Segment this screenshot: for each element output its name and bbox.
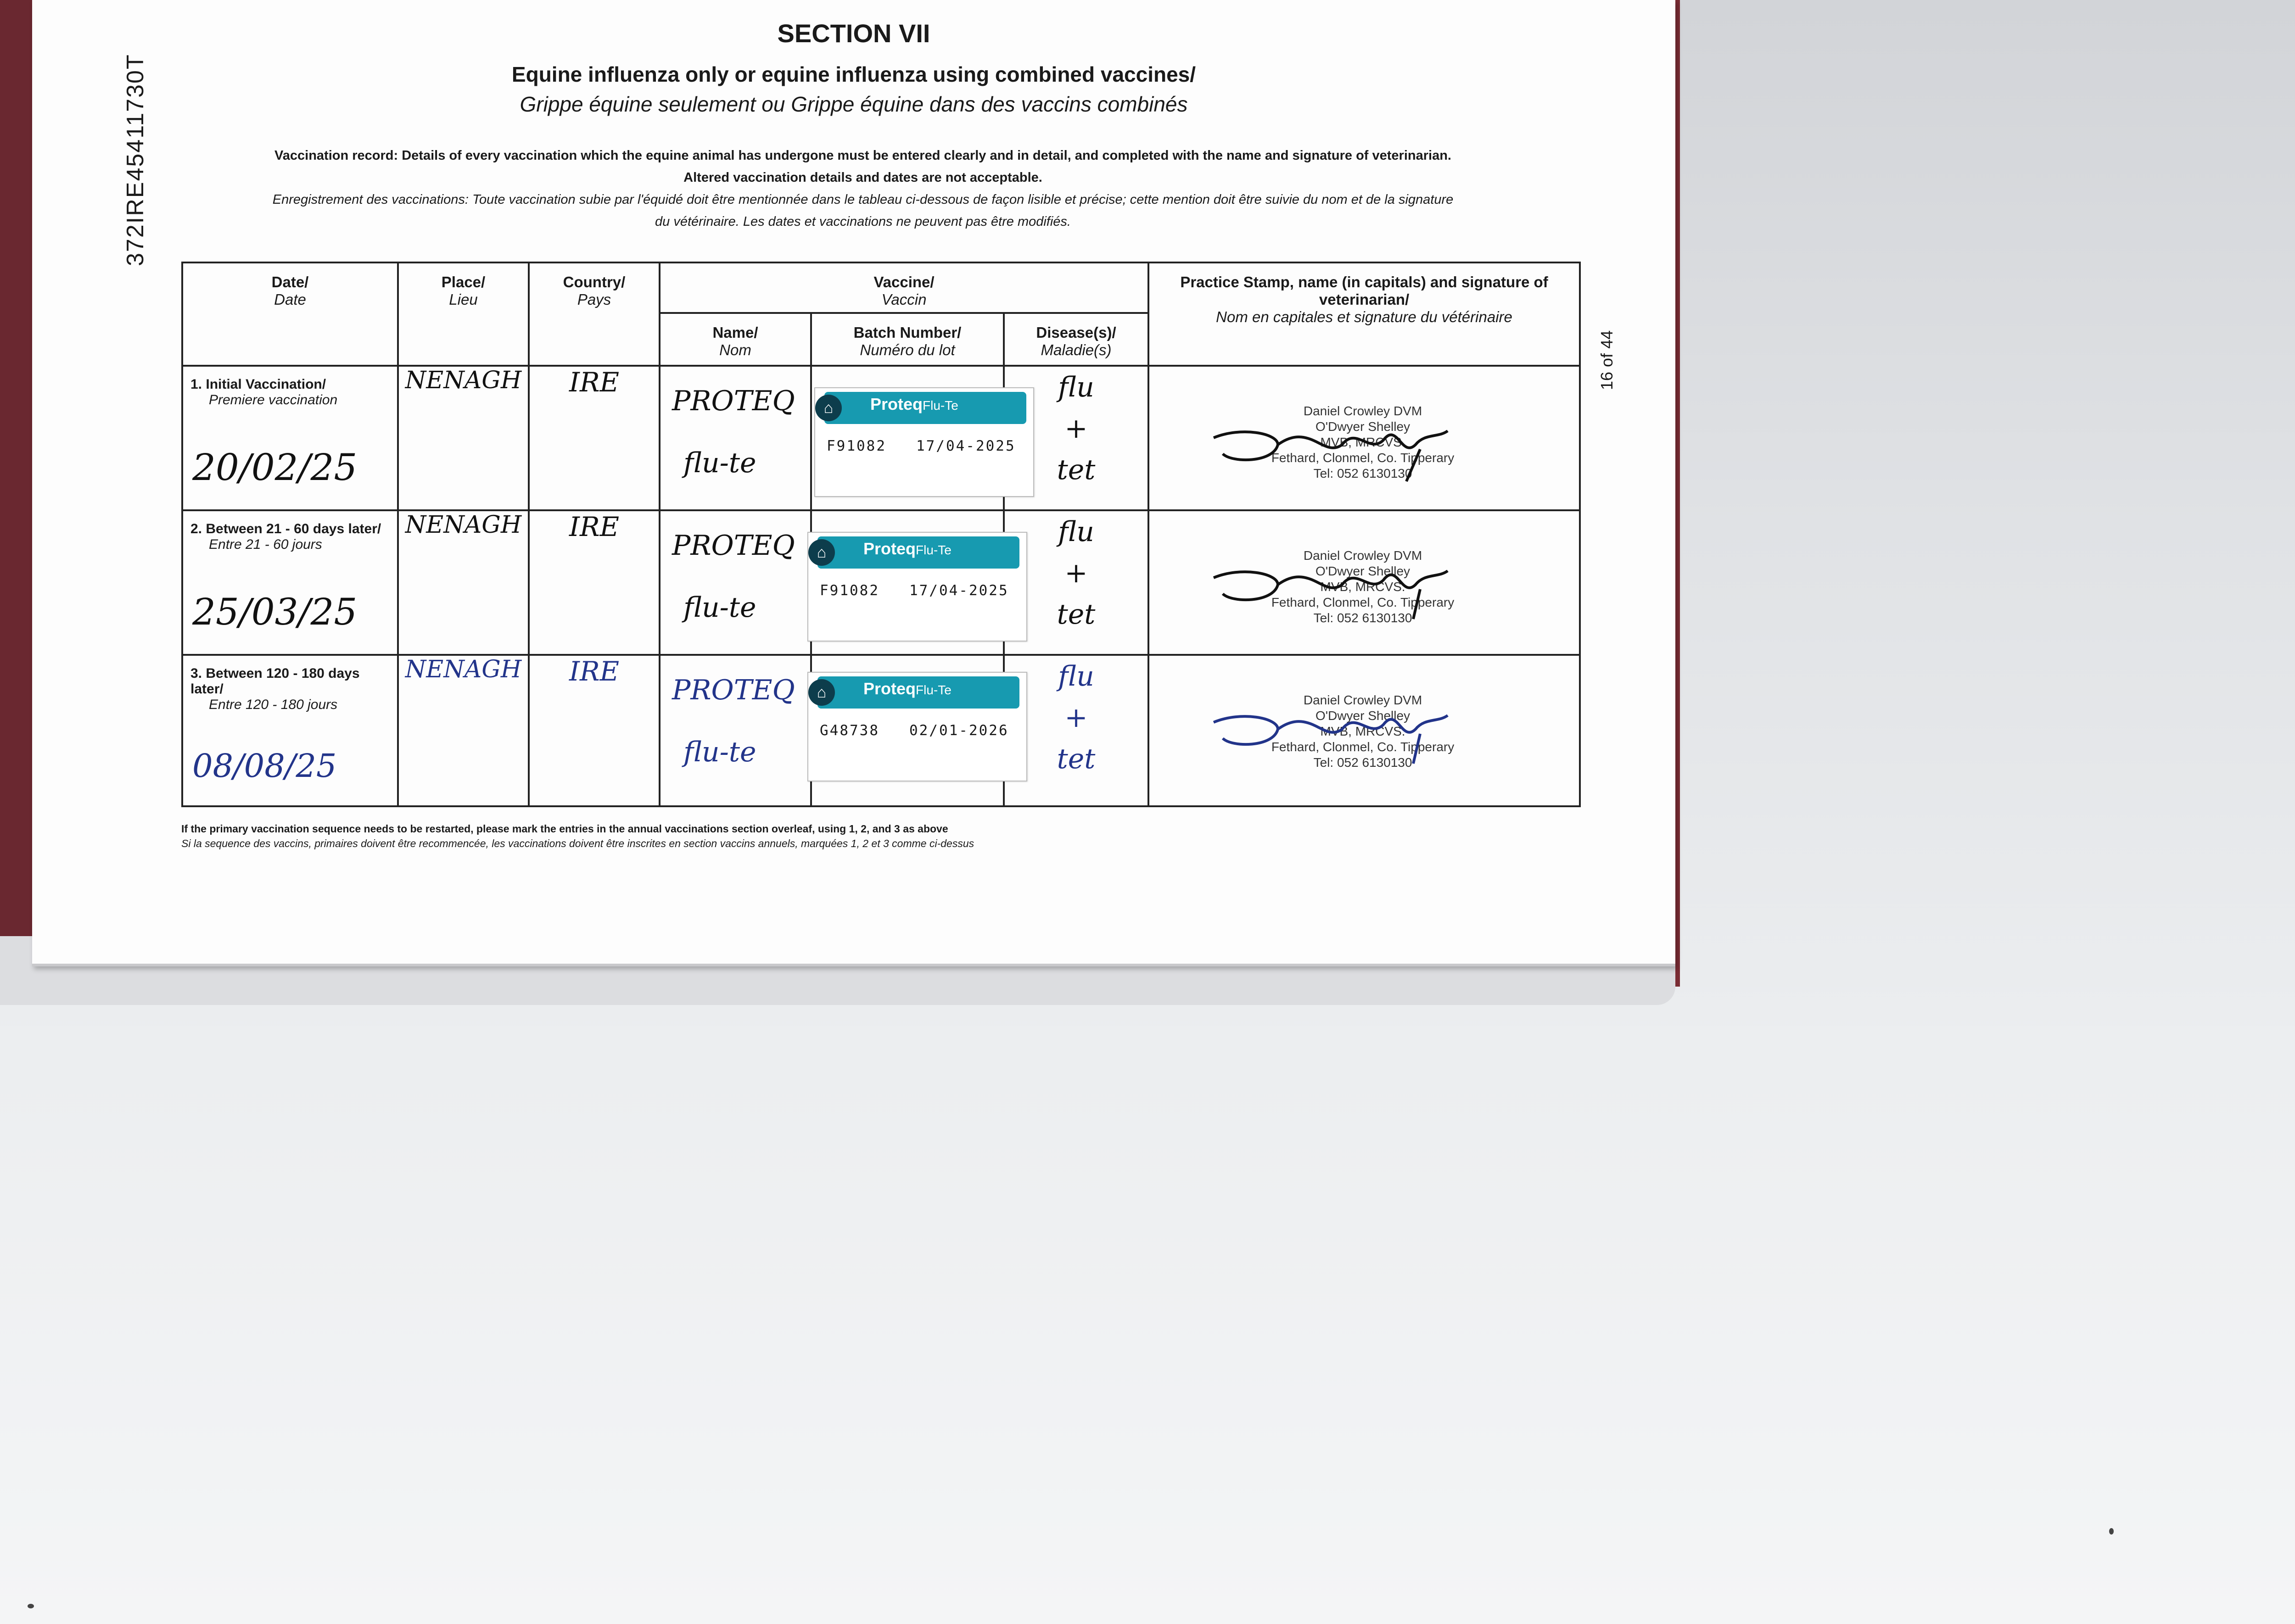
vet-signature: [1204, 683, 1461, 775]
row-vaccine-name-cell: [660, 366, 1016, 510]
sticker-expiry: 17/04-2025: [909, 582, 1009, 599]
disease-flu: flu: [1058, 516, 1094, 548]
header-disease-fr: Maladie(s): [1041, 341, 1112, 358]
header-disease-en: Disease(s)/: [1036, 324, 1116, 341]
sticker-codes: [820, 582, 1009, 599]
table-row: [182, 655, 1580, 806]
sticker-brand-sub: Flu-Te: [916, 543, 952, 557]
row-label: 3. Between 120 - 180 days later/: [190, 666, 360, 697]
handwritten-date: 08/08/25: [192, 747, 337, 785]
home-icon: ⌂: [808, 539, 835, 566]
handwritten-place: NENAGH: [405, 367, 522, 394]
vet-signature: [1204, 394, 1461, 486]
row-vaccine-name-cell: [660, 655, 1009, 806]
row-place-cell: [398, 510, 529, 655]
footer-note-fr: Si la sequence des vaccins, primaires doivent être recommencée, les vaccinations doivent être inscrites en section vaccins annuels, marquées 1, 2 et 3 comme ci-dessus: [181, 837, 974, 849]
header-name-fr: Nom: [719, 341, 751, 358]
row-label: 2. Between 21 - 60 days later/: [190, 521, 381, 536]
sticker-codes: [820, 722, 1009, 739]
row-label: 1. Initial Vaccination/: [190, 377, 326, 392]
sticker-batch: F91082: [820, 582, 879, 599]
stamp-line: MVB, MRCVS.: [1320, 580, 1405, 594]
row-country-cell: [529, 510, 660, 655]
stamp-line: Fethard, Clonmel, Co. Tipperary: [1271, 740, 1455, 754]
sticker-expiry: 02/01-2026: [909, 722, 1009, 739]
handwritten-country: IRE: [569, 367, 619, 398]
disease-tet: tet: [1057, 454, 1096, 486]
header-disease: [1004, 313, 1148, 366]
row-label-fr: Entre 21 - 60 jours: [209, 537, 322, 552]
handwritten-vaccine-name: PROTEQ: [672, 385, 795, 417]
header-name: [660, 313, 811, 366]
stamp-line: Daniel Crowley DVM: [1303, 404, 1422, 418]
header-date: [182, 262, 398, 366]
row-country-cell: [529, 366, 660, 510]
stamp-line: Daniel Crowley DVM: [1303, 548, 1422, 563]
header-country: [529, 262, 660, 366]
header-date-en: Date/: [271, 273, 309, 290]
handwritten-vaccine-name: PROTEQ: [672, 674, 795, 706]
row-stamp-cell: [1148, 366, 1580, 510]
sticker-expiry: 17/04-2025: [916, 438, 1016, 454]
row-stamp-cell: [1148, 510, 1580, 655]
disease-tet: tet: [1057, 743, 1096, 775]
disease-plus: +: [1064, 702, 1088, 734]
disease-flu: flu: [1058, 660, 1094, 692]
header-name-en: Name/: [712, 324, 758, 341]
sticker-brand-name: Proteq: [870, 395, 923, 413]
handwritten-vaccine-type: flu-te: [683, 447, 756, 479]
row-date-cell: [182, 366, 398, 510]
intro-line-1: Vaccination record: Details of every vaccination which the equine animal has undergone must be entered clearly and in detail, and completed with the name and signature of veterinarian.: [274, 148, 1451, 163]
header-stamp-fr: Nom en capitales et signature du vétérinaire: [1216, 308, 1512, 325]
header-place-fr: Lieu: [449, 291, 478, 308]
stamp-line: Fethard, Clonmel, Co. Tipperary: [1271, 451, 1455, 465]
handwritten-vaccine-name: PROTEQ: [672, 530, 795, 562]
header-vaccine: [660, 262, 1148, 313]
header-batch: [811, 313, 1004, 366]
sticker-brand: [870, 395, 958, 414]
stamp-line: MVB, MRCVS.: [1320, 724, 1405, 738]
home-icon: ⌂: [815, 395, 842, 421]
disease-flu: flu: [1058, 371, 1094, 403]
sticker-brand-name: Proteq: [863, 539, 916, 558]
sticker-brand-name: Proteq: [863, 679, 916, 698]
disease-plus: +: [1064, 413, 1088, 445]
stamp-line: Tel: 052 6130130: [1313, 611, 1412, 625]
handwritten-date: 20/02/25: [192, 446, 358, 489]
passport-page: [32, 0, 1675, 966]
scan-speck: [28, 1604, 34, 1608]
intro-line-2: Altered vaccination details and dates are not acceptable.: [683, 170, 1042, 185]
vaccine-sticker-label: [807, 532, 1027, 642]
heading-french: Grippe équine seulement ou Grippe équine dans des vaccins combinés: [520, 92, 1188, 116]
booklet-cover-edge: [0, 0, 37, 964]
passport-id-code: 372IRE45411730T: [122, 54, 149, 266]
stamp-line: O'Dwyer Shelley: [1315, 709, 1411, 723]
row-stamp-cell: [1148, 655, 1580, 806]
scan-speck: [2109, 1528, 2114, 1535]
sticker-brand-sub: Flu-Te: [916, 683, 952, 697]
sticker-brand: [863, 539, 952, 558]
intro-text: [138, 145, 1588, 233]
home-icon: ⌂: [808, 679, 835, 706]
page-number: 16 of 44: [1597, 330, 1616, 390]
row-country-cell: [529, 655, 660, 806]
vaccine-sticker-label: [814, 387, 1034, 497]
stamp-line: Daniel Crowley DVM: [1303, 693, 1422, 707]
sticker-batch: F91082: [827, 438, 886, 454]
intro-line-3: Enregistrement des vaccinations: Toute vaccination subie par l'équidé doit être mentionnée dans le tableau ci-dessous de façon lisible et précise; cette mention doit être suivie du nom et de la signature: [272, 192, 1454, 207]
footer-note-en: If the primary vaccination sequence needs to be restarted, please mark the entries in the annual vaccinations section overleaf, using 1, 2, and 3 as above: [181, 823, 948, 835]
header-batch-en: Batch Number/: [853, 324, 962, 341]
stamp-line: Fethard, Clonmel, Co. Tipperary: [1271, 595, 1455, 609]
stamp-line: MVB, MRCVS.: [1320, 435, 1405, 449]
vaccination-table: [181, 262, 1581, 807]
vet-signature: [1204, 539, 1461, 631]
stamp-line: O'Dwyer Shelley: [1315, 419, 1411, 434]
header-place: [398, 262, 529, 366]
header-country-fr: Pays: [577, 291, 611, 308]
row-label-fr: Premiere vaccination: [209, 392, 338, 407]
row-label-fr: Entre 120 - 180 jours: [209, 697, 338, 712]
sticker-batch: G48738: [820, 722, 879, 739]
handwritten-place: NENAGH: [405, 511, 522, 539]
row-vaccine-name-cell: [660, 510, 1009, 655]
stamp-line: Tel: 052 6130130: [1313, 466, 1412, 480]
footer-note: [181, 821, 974, 851]
header-vaccine-fr: Vaccin: [881, 291, 927, 308]
vaccine-sticker-label: [807, 672, 1027, 781]
intro-line-4: du vétérinaire. Les dates et vaccinations ne peuvent pas être modifiés.: [655, 214, 1071, 229]
table-row: [182, 510, 1580, 655]
row-date-cell: [182, 655, 398, 806]
handwritten-date: 25/03/25: [192, 591, 358, 633]
handwritten-place: NENAGH: [405, 656, 522, 683]
sticker-codes: [827, 438, 1016, 454]
header-country-en: Country/: [563, 273, 626, 290]
table-row: [182, 366, 1580, 510]
heading-english: Equine influenza only or equine influenza using combined vaccines/: [511, 62, 1196, 86]
header-vaccine-en: Vaccine/: [873, 273, 935, 290]
sticker-brand-sub: Flu-Te: [923, 398, 958, 413]
handwritten-country: IRE: [569, 656, 619, 687]
handwritten-vaccine-type: flu-te: [683, 736, 756, 768]
handwritten-vaccine-type: flu-te: [683, 592, 756, 624]
header-date-fr: Date: [274, 291, 306, 308]
handwritten-country: IRE: [569, 511, 619, 542]
row-place-cell: [398, 366, 529, 510]
disease-plus: +: [1064, 557, 1088, 589]
sticker-brand: [863, 679, 952, 698]
header-batch-fr: Numéro du lot: [860, 341, 955, 358]
stamp-line: Tel: 052 6130130: [1313, 755, 1412, 770]
section-title: SECTION VII: [777, 19, 930, 48]
header-place-en: Place/: [441, 273, 486, 290]
header-stamp: [1148, 262, 1580, 366]
stamp-line: O'Dwyer Shelley: [1315, 564, 1411, 578]
header-stamp-en: Practice Stamp, name (in capitals) and signature of veterinarian/: [1180, 273, 1548, 308]
row-date-cell: [182, 510, 398, 655]
row-place-cell: [398, 655, 529, 806]
disease-tet: tet: [1057, 598, 1096, 631]
